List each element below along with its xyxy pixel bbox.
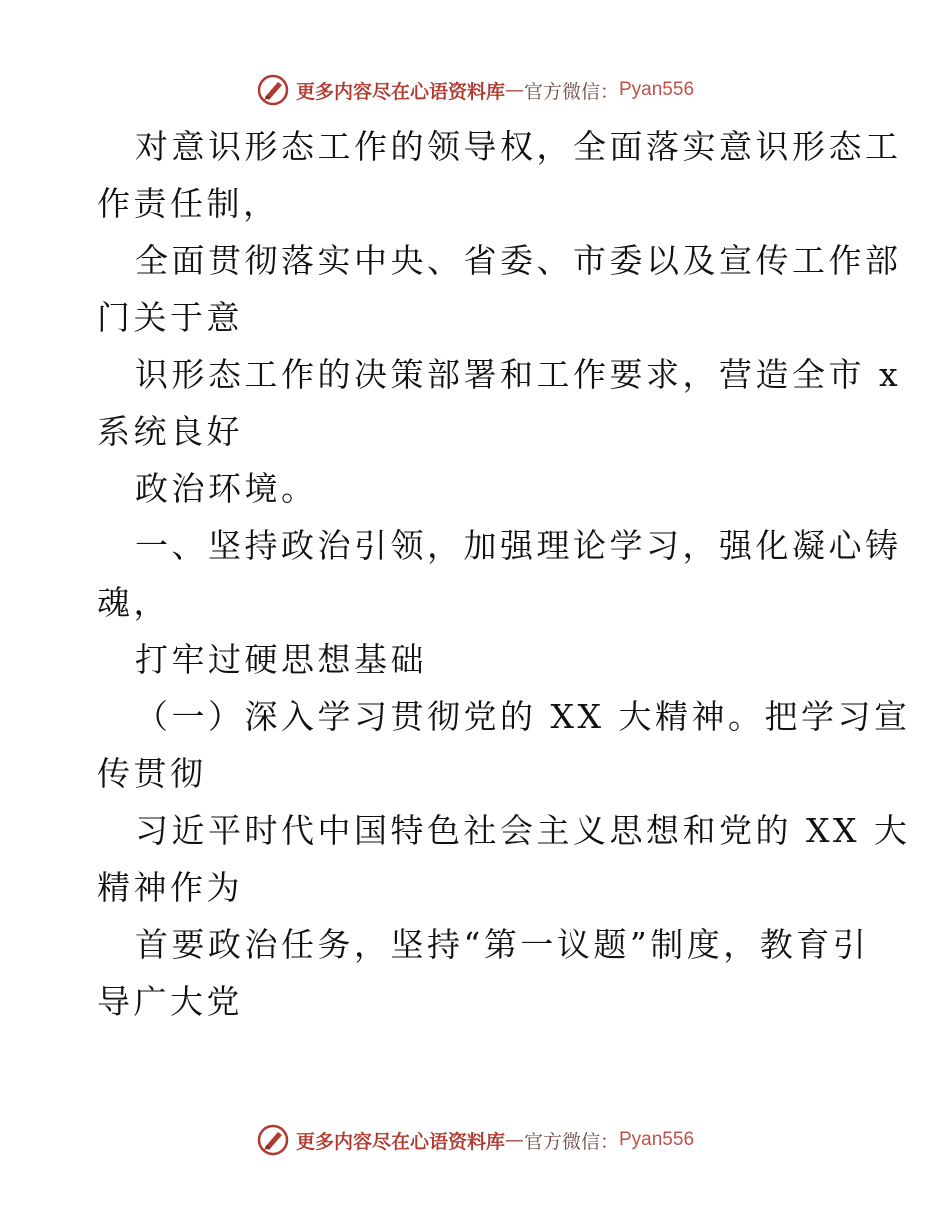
text-line: 传贯彻: [97, 754, 207, 793]
footer-watermark: [0, 1120, 950, 1160]
text-line: （一）深入学习贯彻党的 XX 大精神。把学习宣: [135, 697, 911, 736]
watermark-dash: —: [504, 1129, 524, 1151]
text-line: 政治环境。: [135, 469, 318, 508]
watermark-official-label: 官方微信：: [523, 1130, 619, 1153]
watermark-wechat-id: Pyan556: [619, 1129, 695, 1150]
document-body: [97, 118, 911, 1030]
text-line: 系统良好: [97, 412, 243, 451]
text-line: 全面贯彻落实中央、省委、市委以及宣传工作部: [135, 241, 902, 280]
pen-logo-icon: [256, 1123, 290, 1157]
watermark-brand: 更多内容尽在心语资料库: [295, 80, 505, 103]
text-line: 精神作为: [97, 868, 243, 907]
text-line: 导广大党: [97, 982, 243, 1021]
watermark-dash: —: [504, 79, 524, 101]
header-watermark: [0, 70, 950, 110]
text-line: 门关于意: [97, 298, 243, 337]
text-line: 识形态工作的决策部署和工作要求，营造全市 x: [135, 355, 902, 394]
section-heading-line: 打牢过硬思想基础: [135, 640, 427, 679]
text-line: 对意识形态工作的领导权，全面落实意识形态工: [135, 127, 902, 166]
text-line: 首要政治任务，坚持“第一议题”制度，教育引: [135, 925, 870, 964]
text-line: 作责任制，: [97, 184, 280, 223]
watermark-brand: 更多内容尽在心语资料库: [295, 1130, 505, 1153]
watermark-wechat-id: Pyan556: [619, 79, 695, 100]
text-line: 习近平时代中国特色社会主义思想和党的 XX 大: [135, 811, 911, 850]
pen-logo-icon: [256, 73, 290, 107]
section-heading-line: 一、坚持政治引领，加强理论学习，强化凝心铸: [135, 526, 902, 565]
section-heading-line: 魂，: [97, 583, 170, 622]
watermark-official-label: 官方微信：: [523, 80, 619, 103]
